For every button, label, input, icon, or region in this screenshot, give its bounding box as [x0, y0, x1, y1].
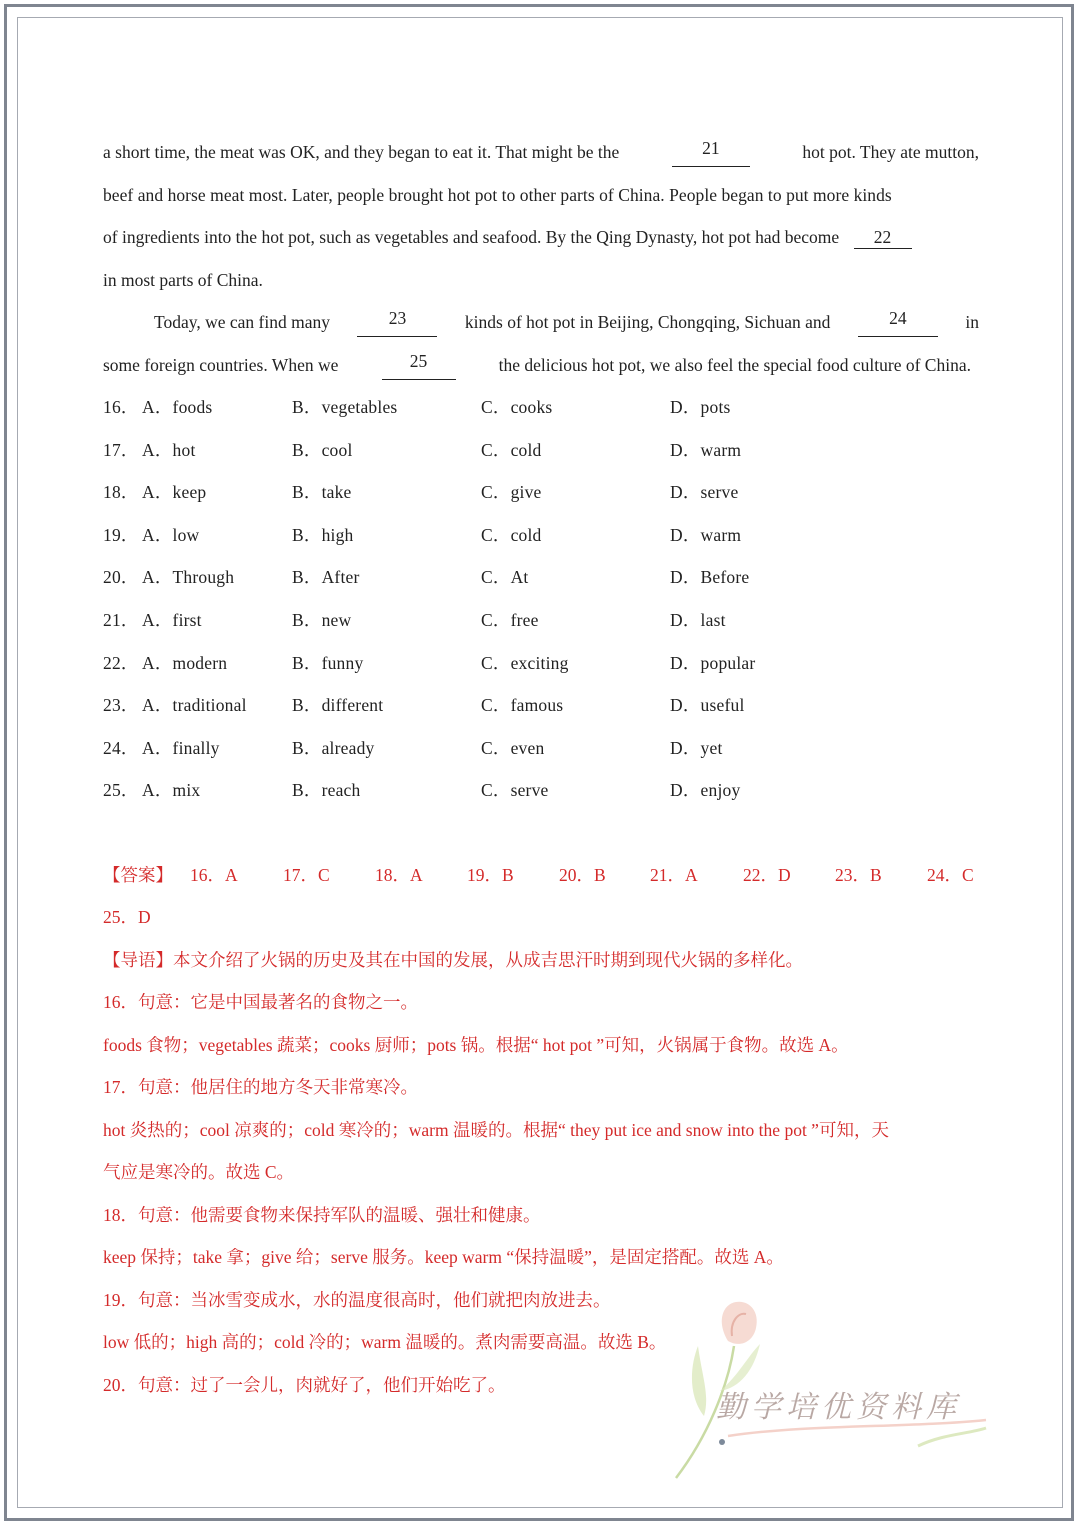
answer-item: 20．B	[559, 865, 606, 885]
option-d: D．popular	[670, 653, 756, 673]
explanation-line: foods 食物；vegetables 蔬菜；cooks 厨师；pots 锅。根据“ hot pot ”可知，火锅属于食物。故选 A。	[103, 1035, 849, 1055]
option-a: A．traditional	[142, 695, 247, 715]
option-b: B．funny	[292, 653, 364, 673]
question-number: 19．	[103, 525, 139, 545]
passage-line-5: Today, we can find many 23 kinds of hot pot in Beijing, Chongqing, Sichuan and 24 in	[154, 307, 979, 337]
answer-item: 16．A	[190, 865, 238, 885]
option-b: B．take	[292, 482, 352, 502]
explanation-line: hot 炎热的；cool 凉爽的；cold 寒冷的；warm 温暖的。根据“ they put ice and snow into the pot ”可知，天	[103, 1120, 889, 1140]
answer-key	[103, 860, 983, 890]
option-b: B．vegetables	[292, 397, 398, 417]
intro-text: 【导语】本文介绍了火锅的历史及其在中国的发展，从成吉思汗时期到现代火锅的多样化。	[103, 950, 803, 970]
option-a: A．foods	[142, 397, 213, 417]
option-b: B．cool	[292, 440, 353, 460]
option-a: A．first	[142, 610, 202, 630]
option-c: C．exciting	[481, 653, 569, 673]
option-d: D．serve	[670, 482, 739, 502]
option-d: D．warm	[670, 525, 742, 545]
option-a: A．modern	[142, 653, 228, 673]
explanation-line: 气应是寒冷的。故选 C。	[103, 1162, 295, 1182]
answer-item: 21．A	[650, 865, 698, 885]
option-b: B．different	[292, 695, 384, 715]
explanation-line: 16．句意：它是中国最著名的食物之一。	[103, 992, 418, 1012]
question-number: 23．	[103, 695, 139, 715]
option-c: C．even	[481, 738, 545, 758]
answer-item: 23．B	[835, 865, 882, 885]
blank-21: 21	[672, 137, 750, 167]
passage-line-3: of ingredients into the hot pot, such as vegetables and seafood. By the Qing Dynasty, hot pot had become 22	[103, 222, 993, 252]
option-c: C．cold	[481, 440, 542, 460]
blank-22: 22	[854, 226, 912, 249]
explanation-line: 18．句意：他需要食物来保持军队的温暖、强壮和健康。	[103, 1205, 541, 1225]
option-c: C．cooks	[481, 397, 553, 417]
option-d: D．useful	[670, 695, 745, 715]
explanation-line: keep 保持；take 拿；give 给；serve 服务。keep warm “保持温暖”，是固定搭配。故选 A。	[103, 1247, 784, 1267]
question-number: 16．	[103, 397, 139, 417]
passage-line-4: in most parts of China.	[103, 270, 263, 290]
passage-line-2: beef and horse meat most. Later, people brought hot pot to other parts of China. People began to put more kinds	[103, 185, 892, 205]
option-b: B．high	[292, 525, 354, 545]
passage-line-6: some foreign countries. When we 25 the delicious hot pot, we also feel the special food culture of China.	[103, 350, 971, 380]
question-number: 25．	[103, 780, 139, 800]
question-number: 20．	[103, 567, 139, 587]
watermark-text: 勤学培优资料库	[716, 1390, 961, 1425]
explanation-line: 17．句意：他居住的地方冬天非常寒冷。	[103, 1077, 418, 1097]
option-c: C．free	[481, 610, 539, 630]
option-a: A．mix	[142, 780, 201, 800]
option-d: D．last	[670, 610, 726, 630]
question-number: 18．	[103, 482, 139, 502]
blank-25: 25	[382, 350, 456, 380]
option-d: D．yet	[670, 738, 723, 758]
blank-24: 24	[858, 307, 938, 337]
option-d: D．warm	[670, 440, 742, 460]
question-number: 17．	[103, 440, 139, 460]
answer-item: 19．B	[467, 865, 514, 885]
option-c: C．serve	[481, 780, 549, 800]
blank-23: 23	[357, 307, 437, 337]
option-c: C．cold	[481, 525, 542, 545]
option-b: B．reach	[292, 780, 361, 800]
option-c: C．At	[481, 567, 529, 587]
answer-item: 22．D	[743, 865, 791, 885]
option-d: D．pots	[670, 397, 731, 417]
option-a: A．keep	[142, 482, 207, 502]
option-b: B．After	[292, 567, 360, 587]
explanation-line: 20．句意：过了一会儿，肉就好了，他们开始吃了。	[103, 1375, 506, 1395]
option-a: A．finally	[142, 738, 220, 758]
passage-line-1: a short time, the meat was OK, and they began to eat it. That might be the 21 hot pot. They ate mutton,	[103, 137, 979, 167]
answer-item: 24．C	[927, 865, 974, 885]
question-number: 21．	[103, 610, 139, 630]
option-c: C．give	[481, 482, 542, 502]
answer-item: 17．C	[283, 865, 330, 885]
answer-item: 18．A	[375, 865, 423, 885]
option-b: B．new	[292, 610, 352, 630]
question-number: 24．	[103, 738, 139, 758]
answer-label: 【答案】	[103, 865, 173, 885]
answer-item-last: 25．D	[103, 907, 151, 927]
explanation-line: low 低的；high 高的；cold 冷的；warm 温暖的。煮肉需要高温。故选 B。	[103, 1332, 667, 1352]
option-a: A．hot	[142, 440, 196, 460]
question-number: 22．	[103, 653, 139, 673]
option-a: A．low	[142, 525, 200, 545]
explanation-line: 19．句意：当冰雪变成水，水的温度很高时，他们就把肉放进去。	[103, 1290, 611, 1310]
option-b: B．already	[292, 738, 375, 758]
option-d: D．enjoy	[670, 780, 741, 800]
option-c: C．famous	[481, 695, 564, 715]
option-d: D．Before	[670, 567, 750, 587]
option-a: A．Through	[142, 567, 235, 587]
